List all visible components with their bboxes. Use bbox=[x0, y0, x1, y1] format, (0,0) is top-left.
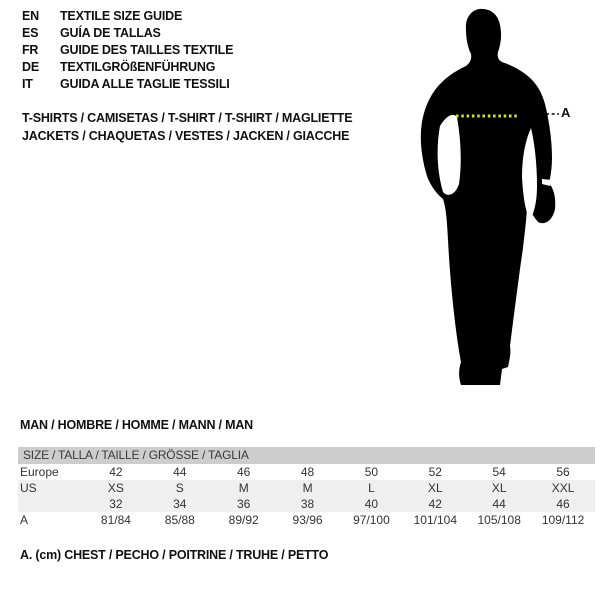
language-list bbox=[22, 8, 233, 93]
language-row bbox=[22, 76, 233, 93]
table-cell: XS bbox=[107, 481, 124, 495]
measurement-a-label: A bbox=[561, 105, 571, 120]
table-cell: 48 bbox=[300, 465, 315, 479]
category-jackets: JACKETS / CHAQUETAS / VESTES / JACKEN / GIACCHE bbox=[22, 129, 350, 143]
language-row bbox=[22, 42, 233, 59]
row-label: US bbox=[20, 481, 37, 495]
row-label bbox=[18, 496, 84, 512]
table-cell: L bbox=[368, 481, 375, 495]
table-cell: M bbox=[238, 481, 249, 495]
table-cell: S bbox=[175, 481, 184, 495]
language-row bbox=[22, 25, 233, 42]
table-cell: 42 bbox=[428, 497, 442, 511]
table-cell: 46 bbox=[556, 497, 570, 511]
table-row-us bbox=[18, 480, 595, 496]
table-cell: 93/96 bbox=[292, 513, 323, 527]
table-cell: 97/100 bbox=[353, 513, 390, 527]
table-cell: 109/112 bbox=[541, 513, 585, 527]
category-list bbox=[22, 109, 352, 145]
table-cell: 44 bbox=[173, 465, 187, 479]
table-cell: 89/92 bbox=[228, 513, 259, 527]
table-row-europe bbox=[18, 464, 595, 480]
table-cell: 81/84 bbox=[100, 513, 131, 527]
row-label: A bbox=[20, 513, 29, 527]
language-code: FR bbox=[22, 43, 39, 57]
guide-title-de: TEXTILGRÖßENFÜHRUNG bbox=[60, 60, 216, 74]
man-silhouette-body bbox=[421, 9, 555, 385]
table-cell: 34 bbox=[173, 497, 187, 511]
table-cell: 85/88 bbox=[164, 513, 195, 527]
table-cell: 44 bbox=[492, 497, 506, 511]
category-tshirts: T-SHIRTS / CAMISETAS / T-SHIRT / T-SHIRT / MAGLIETTE bbox=[22, 111, 353, 125]
table-cell: 38 bbox=[300, 497, 315, 511]
table-cell: XXL bbox=[551, 481, 575, 495]
table-cell: 46 bbox=[237, 465, 251, 479]
gender-section-title: MAN / HOMBRE / HOMME / MANN / MAN bbox=[20, 418, 253, 432]
table-cell: 52 bbox=[428, 465, 442, 479]
table-cell: 105/108 bbox=[477, 513, 521, 527]
arm-gap-left bbox=[438, 115, 461, 195]
table-cell: 36 bbox=[237, 497, 251, 511]
row-label: Europe bbox=[20, 465, 59, 479]
guide-title-es: GUÍA DE TALLAS bbox=[60, 26, 161, 40]
table-cell: 54 bbox=[492, 465, 506, 479]
language-row bbox=[22, 59, 233, 76]
arm-gap-right bbox=[522, 128, 537, 220]
table-cell: M bbox=[302, 481, 313, 495]
guide-title-it: GUIDA ALLE TAGLIE TESSILI bbox=[60, 77, 230, 91]
table-cell: 42 bbox=[109, 465, 123, 479]
table-cell: 50 bbox=[364, 465, 379, 479]
measurement-footnote: A. (cm) CHEST / PECHO / POITRINE / TRUHE / PETTO bbox=[20, 548, 329, 562]
guide-title-fr: GUIDE DES TAILLES TEXTILE bbox=[60, 43, 234, 57]
wrist-notch bbox=[542, 179, 552, 186]
table-cell: 40 bbox=[364, 497, 379, 511]
language-code: EN bbox=[22, 9, 39, 23]
table-cell: XL bbox=[491, 481, 507, 495]
table-cell: XL bbox=[427, 481, 443, 495]
table-cell: 32 bbox=[109, 497, 123, 511]
size-table bbox=[18, 447, 595, 528]
language-code: IT bbox=[22, 77, 33, 91]
table-row-us-numeric bbox=[18, 496, 595, 512]
table-cell: 101/104 bbox=[413, 513, 457, 527]
language-code: ES bbox=[22, 26, 39, 40]
table-cell: 56 bbox=[556, 465, 570, 479]
size-table-header: SIZE / TALLA / TAILLE / GRÖSSE / TAGLIA bbox=[18, 447, 595, 464]
guide-title-en: TEXTILE SIZE GUIDE bbox=[60, 9, 183, 23]
language-code: DE bbox=[22, 60, 39, 74]
language-row bbox=[22, 8, 233, 25]
table-row-chest bbox=[18, 512, 595, 528]
